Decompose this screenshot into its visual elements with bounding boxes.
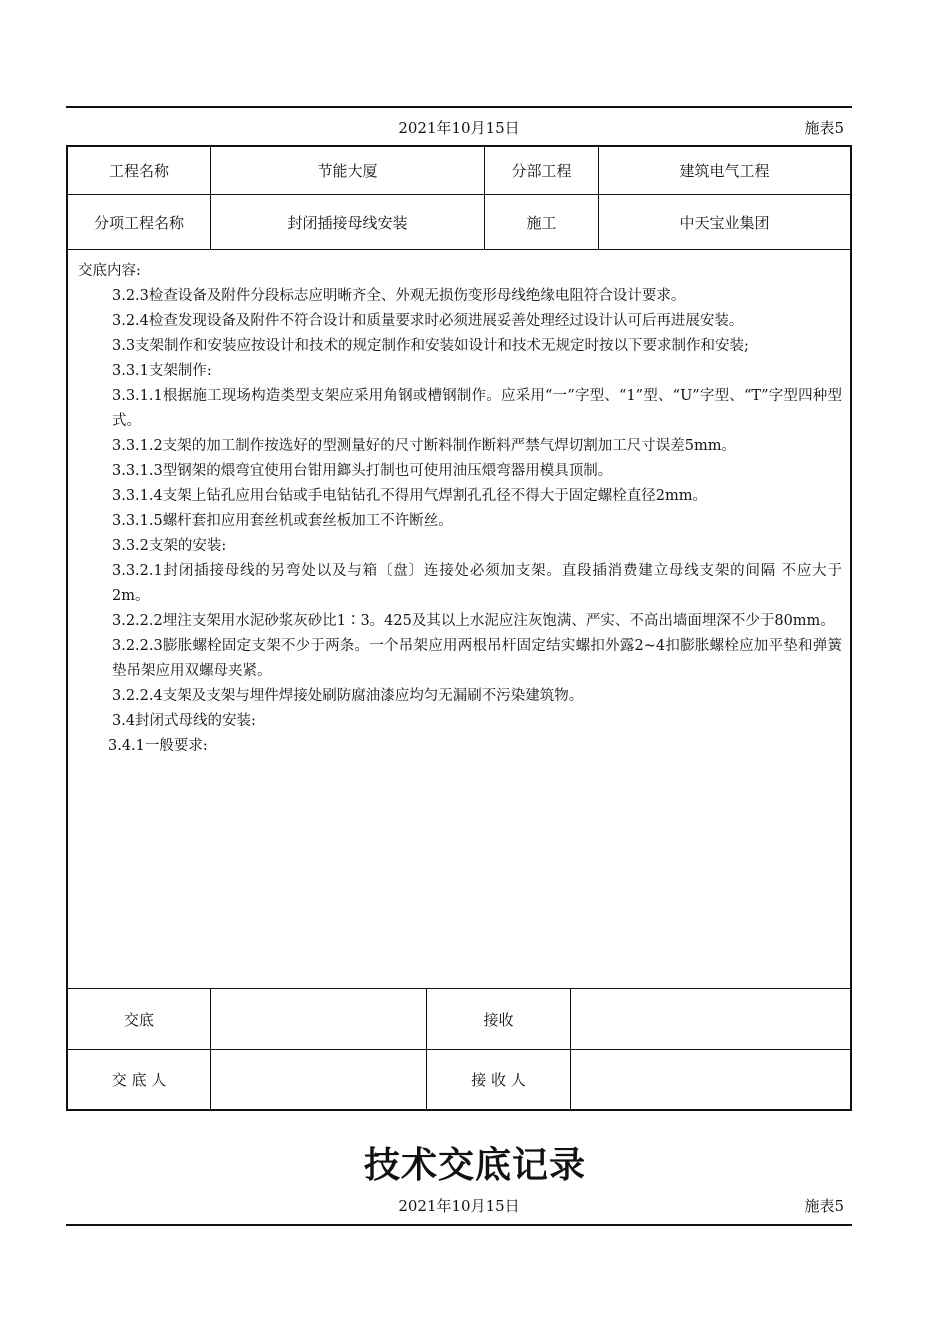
construction-value: 中天宝业集团	[679, 213, 770, 232]
project-name-label: 工程名称	[108, 162, 169, 180]
handover-field[interactable]	[211, 989, 426, 1049]
document-title: 技术交底记录	[363, 1145, 586, 1186]
header-date: 2021年10月15日	[398, 119, 520, 137]
content-paragraph: 3.2.4检查发现设备及附件不符合设计和质量要求时必须进展妥善处理经过设计认可后再进展安装。	[112, 313, 744, 329]
division-label: 分部工程	[511, 162, 572, 180]
disclosure-form	[66, 145, 852, 1111]
receive-field[interactable]	[571, 989, 850, 1049]
footer-form-number: 施表5	[804, 1197, 844, 1215]
row-divider	[68, 249, 850, 250]
handover-person-field[interactable]	[211, 1050, 426, 1109]
content-paragraph: 3.3.1.2支架的加工制作按选好的型测量好的尺寸断料制作断料严禁气焊切割加工尺寸误差5mm。	[112, 438, 736, 454]
receive-person-field[interactable]	[571, 1050, 850, 1109]
content-paragraph: 3.2.3检查设备及附件分段标志应明晰齐全、外观无损伤变形母线绝缘电阻符合设计要求。	[112, 288, 686, 304]
content-paragraph: 3.2.2.2埋注支架用水泥砂浆灰砂比1∶3。425及其以上水泥应注灰饱满、严实、不高出墙面埋深不少于80mm。	[112, 613, 835, 629]
subitem-label: 分项工程名称	[93, 213, 184, 232]
subitem-value: 封闭插接母线安装	[287, 213, 408, 232]
header-dateline	[66, 117, 852, 139]
top-rule	[66, 106, 852, 108]
content-paragraph: 3.3.2支架的安装:	[112, 538, 227, 554]
handover-person-label: 交 底 人	[111, 1071, 167, 1089]
project-name-value: 节能大厦	[317, 162, 378, 180]
disclosure-content	[76, 259, 842, 759]
content-paragraph: 3.3.1.5螺杆套扣应用套丝机或套丝板加工不许断丝。	[112, 513, 453, 529]
content-paragraph: 3.4.1一般要求:	[108, 738, 208, 754]
handover-label: 交底	[123, 1010, 154, 1029]
bottom-rule	[66, 1224, 852, 1226]
footer-dateline	[66, 1195, 852, 1217]
content-paragraph: 3.3支架制作和安装应按设计和技术的规定制作和安装如设计和技术无规定时按以下要求制作和安装;	[112, 338, 749, 354]
content-label: 交底内容:	[78, 263, 141, 279]
content-paragraph: 3.2.2.3膨胀螺栓固定支架不少于两条。一个吊架应用两根吊杆固定结实螺扣外露2~4扣膨胀螺栓应加平垫和弹簧垫吊架应用双螺母夹紧。	[112, 638, 842, 679]
division-value: 建筑电气工程	[679, 162, 770, 180]
content-paragraph: 3.3.2.1封闭插接母线的另弯处以及与箱〔盘〕连接处必须加支架。直段插消费建立母线支架的间隔 不应大于2m。	[112, 563, 842, 604]
content-paragraph: 3.2.2.4支架及支架与埋件焊接处刷防腐油漆应均匀无漏刷不污染建筑物。	[112, 688, 584, 704]
content-paragraph: 3.3.1.4支架上钻孔应用台钻或手电钻钻孔不得用气焊割孔孔径不得大于固定螺栓直径2mm。	[112, 488, 707, 504]
content-paragraph: 3.3.1.3型钢架的煨弯宜使用台钳用鎯头打制也可使用油压煨弯器用模具顶制。	[112, 463, 613, 479]
header-form-number: 施表5	[804, 119, 844, 137]
construction-label: 施工	[526, 213, 557, 232]
content-paragraph: 3.4封闭式母线的安装:	[112, 713, 256, 729]
content-paragraph: 3.3.1.1根据施工现场构造类型支架应采用角钢或槽钢制作。应采用“一”字型、“1”型、“U”字型、“T”字型四种型式。	[112, 388, 842, 429]
content-paragraph: 3.3.1支架制作:	[112, 363, 212, 379]
footer-date: 2021年10月15日	[398, 1197, 520, 1215]
receive-person-label: 接 收 人	[471, 1071, 526, 1089]
receive-label: 接收	[483, 1010, 514, 1029]
